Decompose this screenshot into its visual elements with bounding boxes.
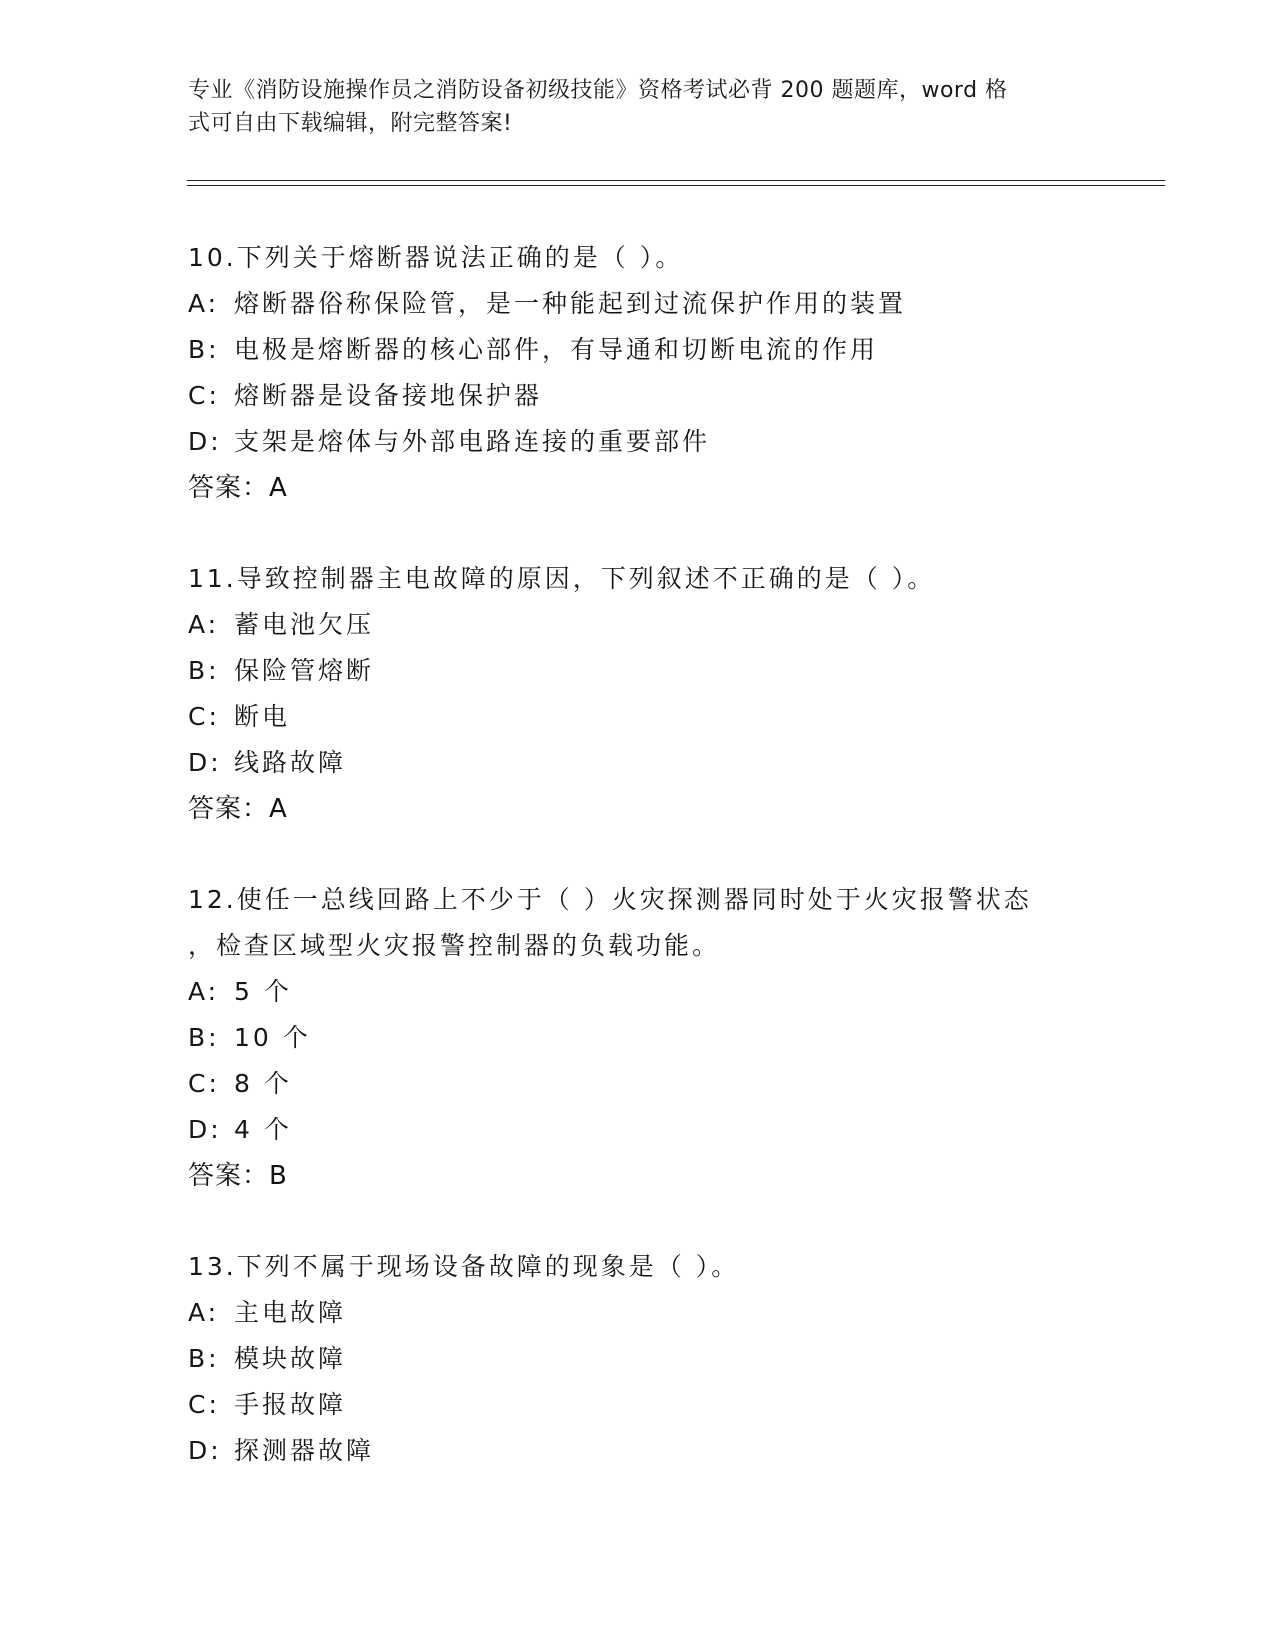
option-letter: C:	[188, 702, 220, 731]
option-letter: C:	[188, 1390, 220, 1419]
option-letter: A:	[188, 610, 220, 639]
option-b	[188, 1336, 1088, 1382]
option-c	[188, 1061, 1088, 1107]
document-header	[188, 74, 1068, 140]
option-a	[188, 602, 1088, 648]
header-divider-top	[187, 180, 1165, 181]
option-text: 手报故障	[234, 1390, 347, 1419]
header-line-2: 式可自由下载编辑，附完整答案!	[188, 111, 513, 136]
header-divider-bottom	[187, 185, 1165, 186]
option-c	[188, 373, 1088, 419]
option-text: 电极是熔断器的核心部件，有导通和切断电流的作用	[234, 335, 879, 364]
option-text: 线路故障	[234, 748, 347, 777]
option-d	[188, 740, 1088, 786]
option-text: 5 个	[234, 977, 292, 1006]
question-stem: 11.导致控制器主电故障的原因，下列叙述不正确的是（ ）。	[188, 564, 936, 593]
option-a	[188, 969, 1088, 1015]
option-text: 保险管熔断	[234, 656, 375, 685]
option-text: 熔断器俗称保险管，是一种能起到过流保护作用的装置	[234, 289, 907, 318]
answer-line: 答案：B	[188, 1161, 288, 1191]
question-stem: 13.下列不属于现场设备故障的现象是（ ）。	[188, 1252, 740, 1281]
option-text: 支架是熔体与外部电路连接的重要部件	[234, 427, 711, 456]
question-10	[188, 235, 1088, 511]
option-text: 熔断器是设备接地保护器	[234, 381, 543, 410]
answer-line: 答案：A	[188, 473, 288, 503]
option-text: 10 个	[234, 1023, 311, 1052]
option-a	[188, 1290, 1088, 1336]
option-letter: C:	[188, 381, 220, 410]
option-text: 主电故障	[234, 1298, 347, 1327]
option-text: 探测器故障	[234, 1436, 375, 1465]
option-text: 模块故障	[234, 1344, 347, 1373]
option-text: 8 个	[234, 1069, 292, 1098]
header-line-1: 专业《消防设施操作员之消防设备初级技能》资格考试必背 200 题题库，word 格	[188, 78, 1008, 103]
question-12	[188, 877, 1088, 1199]
question-13	[188, 1244, 1088, 1474]
question-11	[188, 556, 1088, 832]
question-stem: 10.下列关于熔断器说法正确的是（ ）。	[188, 243, 684, 272]
option-letter: A:	[188, 1298, 220, 1327]
option-b	[188, 1015, 1088, 1061]
option-text: 蓄电池欠压	[234, 610, 375, 639]
option-b	[188, 648, 1088, 694]
option-d	[188, 1107, 1088, 1153]
question-stem-continued: ，检查区域型火灾报警控制器的负载功能。	[188, 931, 721, 960]
option-letter: B:	[188, 1344, 220, 1373]
question-stem: 12.使任一总线回路上不少于（ ）火灾探测器同时处于火灾报警状态	[188, 885, 1032, 914]
option-d	[188, 419, 1088, 465]
option-letter: D:	[188, 748, 222, 777]
option-letter: B:	[188, 656, 220, 685]
option-letter: D:	[188, 1115, 222, 1144]
option-text: 断电	[234, 702, 291, 731]
option-d	[188, 1428, 1088, 1474]
option-c	[188, 694, 1088, 740]
option-letter: A:	[188, 977, 220, 1006]
option-letter: D:	[188, 1436, 222, 1465]
option-letter: D:	[188, 427, 222, 456]
option-b	[188, 327, 1088, 373]
option-letter: A:	[188, 289, 220, 318]
option-letter: B:	[188, 335, 220, 364]
option-letter: C:	[188, 1069, 220, 1098]
option-c	[188, 1382, 1088, 1428]
answer-line: 答案：A	[188, 794, 288, 824]
option-letter: B:	[188, 1023, 220, 1052]
option-a	[188, 281, 1088, 327]
option-text: 4 个	[234, 1115, 292, 1144]
